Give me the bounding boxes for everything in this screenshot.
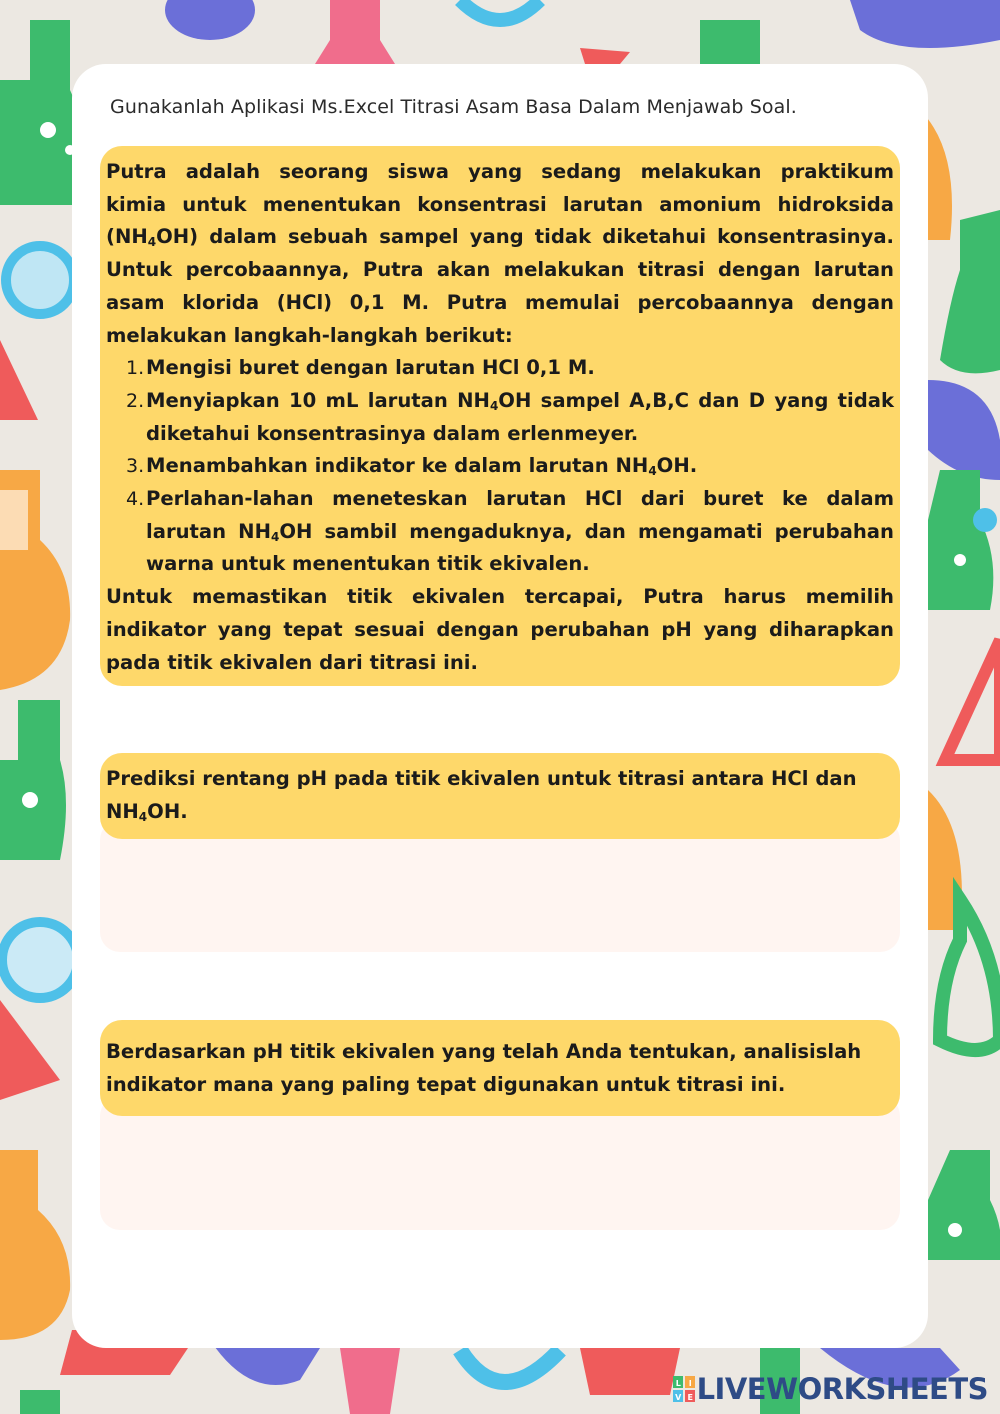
instruction-text: Gunakanlah Aplikasi Ms.Excel Titrasi Asam Basa Dalam Menjawab Soal. <box>110 96 797 118</box>
red-flask-icon <box>0 340 38 420</box>
step-number: 2. <box>126 389 145 412</box>
story-line: Untuk percobaannya, Putra akan melakukan titrasi dengan larutan <box>106 258 894 282</box>
problem-statement-box <box>100 146 900 686</box>
story-line: Untuk memastikan titik ekivalen tercapai, Putra harus memilih <box>106 585 894 609</box>
list-item <box>126 483 894 581</box>
step-number: 1. <box>126 357 145 380</box>
svg-text:I: I <box>688 1379 691 1388</box>
step-text: Perlahan-lahan meneteskan larutan HCl dari buret ke dalam larutan $NH_4OH$ sambil mengaduknya, dan mengamati perubahan warna untuk menentukan titik ekivalen. <box>146 487 894 576</box>
question-1-line: Prediksi rentang pH pada titik ekivalen untuk titrasi antara HCl dan <box>106 767 857 790</box>
step-text: Menyiapkan 10 mL larutan $NH_4OH$ sampel A,B,C dan D yang tidak diketahui konsentrasinya dalam erlenmeyer. <box>146 388 895 445</box>
list-item <box>126 385 894 450</box>
step-number: 4. <box>126 488 145 511</box>
green-flask-icon <box>928 1150 1000 1260</box>
red-flask-icon <box>0 1000 60 1100</box>
story-line: indikator yang tepat sesuai dengan perubahan pH yang diharapkan <box>106 617 894 641</box>
red-flask-icon <box>580 48 630 64</box>
step-text: Menambahkan indikator ke dalam larutan $NH_4OH$. <box>146 454 698 479</box>
step-number: 3. <box>126 455 145 478</box>
orange-flask-icon <box>0 470 70 690</box>
blue-flask-icon <box>850 0 1000 48</box>
orange-flask-icon <box>0 1150 70 1340</box>
list-item <box>126 450 894 483</box>
pink-flask-icon <box>315 0 395 64</box>
green-flask-icon <box>0 700 66 860</box>
green-flask-icon <box>20 1390 60 1414</box>
cyan-flask-icon <box>6 246 74 314</box>
blue-flask-icon <box>165 0 255 40</box>
cyan-flask-icon <box>460 0 540 20</box>
cyan-flask-icon <box>973 508 997 532</box>
pink-flask-icon <box>340 1348 400 1414</box>
liveworksheets-logo[interactable] <box>673 1372 988 1406</box>
red-flask-icon <box>945 640 1000 760</box>
story-line: kimia untuk menentukan konsentrasi larutan amonium hidroksida <box>106 192 894 216</box>
answer-field-2[interactable] <box>100 1096 900 1230</box>
cyan-flask-icon <box>2 922 78 998</box>
svg-text:L: L <box>675 1379 680 1388</box>
svg-text:V: V <box>674 1393 681 1402</box>
question-1-line: $NH_4OH$. <box>106 799 188 824</box>
svg-text:E: E <box>687 1393 693 1402</box>
story-line: Putra adalah seorang siswa yang sedang melakukan praktikum <box>106 160 894 183</box>
question-2-line: indikator mana yang paling tepat digunakan untuk titrasi ini. <box>106 1072 786 1096</box>
story-line: asam klorida (HCl) 0,1 M. Putra memulai percobaannya dengan <box>106 290 894 314</box>
question-2-line: Berdasarkan pH titik ekivalen yang telah Anda tentukan, analisislah <box>106 1040 862 1063</box>
blue-flask-icon <box>928 380 1000 480</box>
story-line: $(NH_4OH)$ dalam sebuah sampel yang tidak diketahui konsentrasinya. <box>106 225 895 250</box>
green-flask-icon <box>700 20 760 64</box>
step-text: Mengisi buret dengan larutan HCl 0,1 M. <box>146 356 595 380</box>
question-1 <box>100 753 900 839</box>
story-line: pada titik ekivalen dari titrasi ini. <box>106 650 478 674</box>
liveworksheets-logo-icon <box>673 1376 695 1402</box>
answer-field-1[interactable] <box>100 820 900 952</box>
list-item <box>126 352 894 385</box>
question-2 <box>100 1020 900 1116</box>
cyan-flask-icon <box>460 1350 560 1382</box>
green-flask-icon <box>928 470 993 610</box>
story-line: melakukan langkah-langkah berikut: <box>106 323 513 347</box>
red-flask-icon <box>580 1348 680 1395</box>
steps-list <box>106 352 894 581</box>
brand-text: LIVEWORKSHEETS <box>696 1372 988 1406</box>
